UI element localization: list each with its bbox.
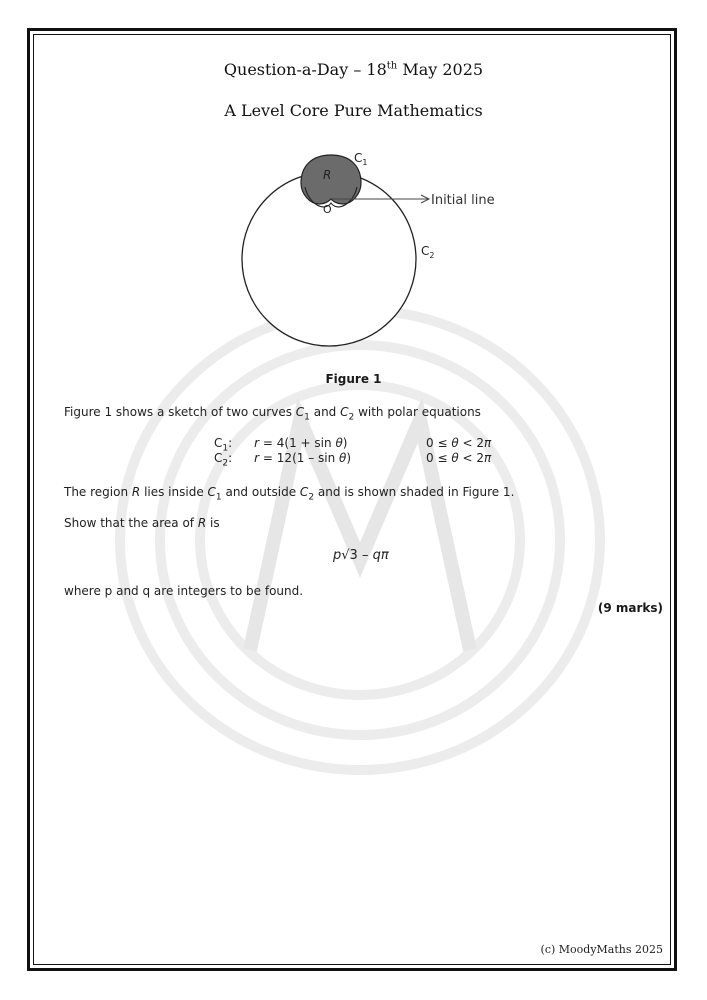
figure-caption: Figure 1 <box>325 372 382 386</box>
range-c2: 0 ≤ θ < 2π <box>426 451 492 465</box>
label-c1: $C_1$ <box>354 151 368 167</box>
polar-curves-figure <box>0 0 707 400</box>
label-o: O <box>323 203 332 216</box>
label-r: R <box>323 168 332 182</box>
show-text: Show that the area of R is <box>64 516 220 530</box>
equation-c1: $C_1$: r = 4(1 + sin θ) <box>214 436 348 454</box>
where-text: where p and q are integers to be found. <box>64 584 304 598</box>
equation-c2: $C_2$: r = 12(1 – sin θ) <box>214 451 352 469</box>
answer-expression: p√3 – qπ <box>333 548 389 563</box>
copyright-footer: (c) MoodyMaths 2025 <box>540 943 663 956</box>
marks-label: (9 marks) <box>597 601 663 615</box>
label-initial-line: Initial line <box>431 193 495 208</box>
intro-text: Figure 1 shows a sketch of two curves $C_1$ and $C_2$ with polar equations <box>64 405 481 423</box>
region-text: The region R lies inside $C_1$ and outside $C_2$ and is shown shaded in Figure 1. <box>64 485 515 503</box>
page-subtitle: A Level Core Pure Mathematics <box>224 101 483 120</box>
range-c1: 0 ≤ θ < 2π <box>426 436 492 450</box>
page-title: Question-a-Day – 18th May 2025 <box>223 60 484 79</box>
label-c2: $C_2$ <box>421 244 435 260</box>
